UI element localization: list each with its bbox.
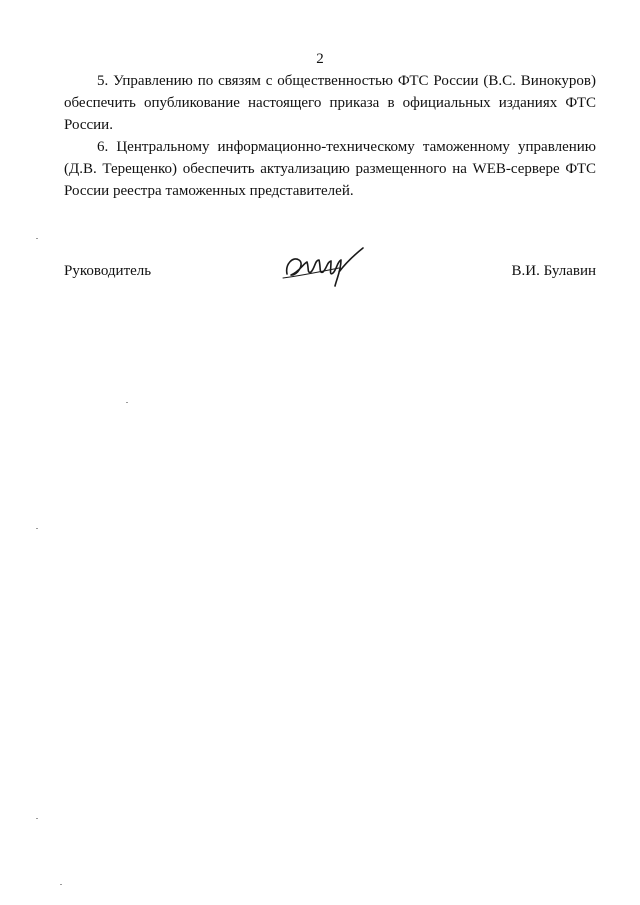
page-number: 2 (316, 51, 324, 67)
scan-speck (36, 528, 38, 529)
document-body (64, 70, 600, 202)
scan-speck (36, 238, 38, 239)
scan-speck (36, 818, 38, 819)
scan-speck (126, 402, 128, 403)
signature-block (64, 248, 596, 298)
signer-name: В.И. Булавин (511, 263, 596, 279)
signer-title: Руководитель (64, 263, 152, 279)
paragraph-item-5: 5. Управлению по связям с общественностью ФТС России (В.С. Винокуров) обеспечить опубликование настоящего приказа в официальных изданиях ФТС России. (64, 73, 600, 133)
paragraph-item-6: 6. Центральному информационно-техническому таможенному управлению (Д.В. Терещенко) обеспечить актуализацию размещенного на WEB-сервере ФТС России реестра таможенных представителей. (64, 139, 600, 199)
scan-speck (60, 884, 62, 885)
handwritten-signature (279, 242, 369, 292)
